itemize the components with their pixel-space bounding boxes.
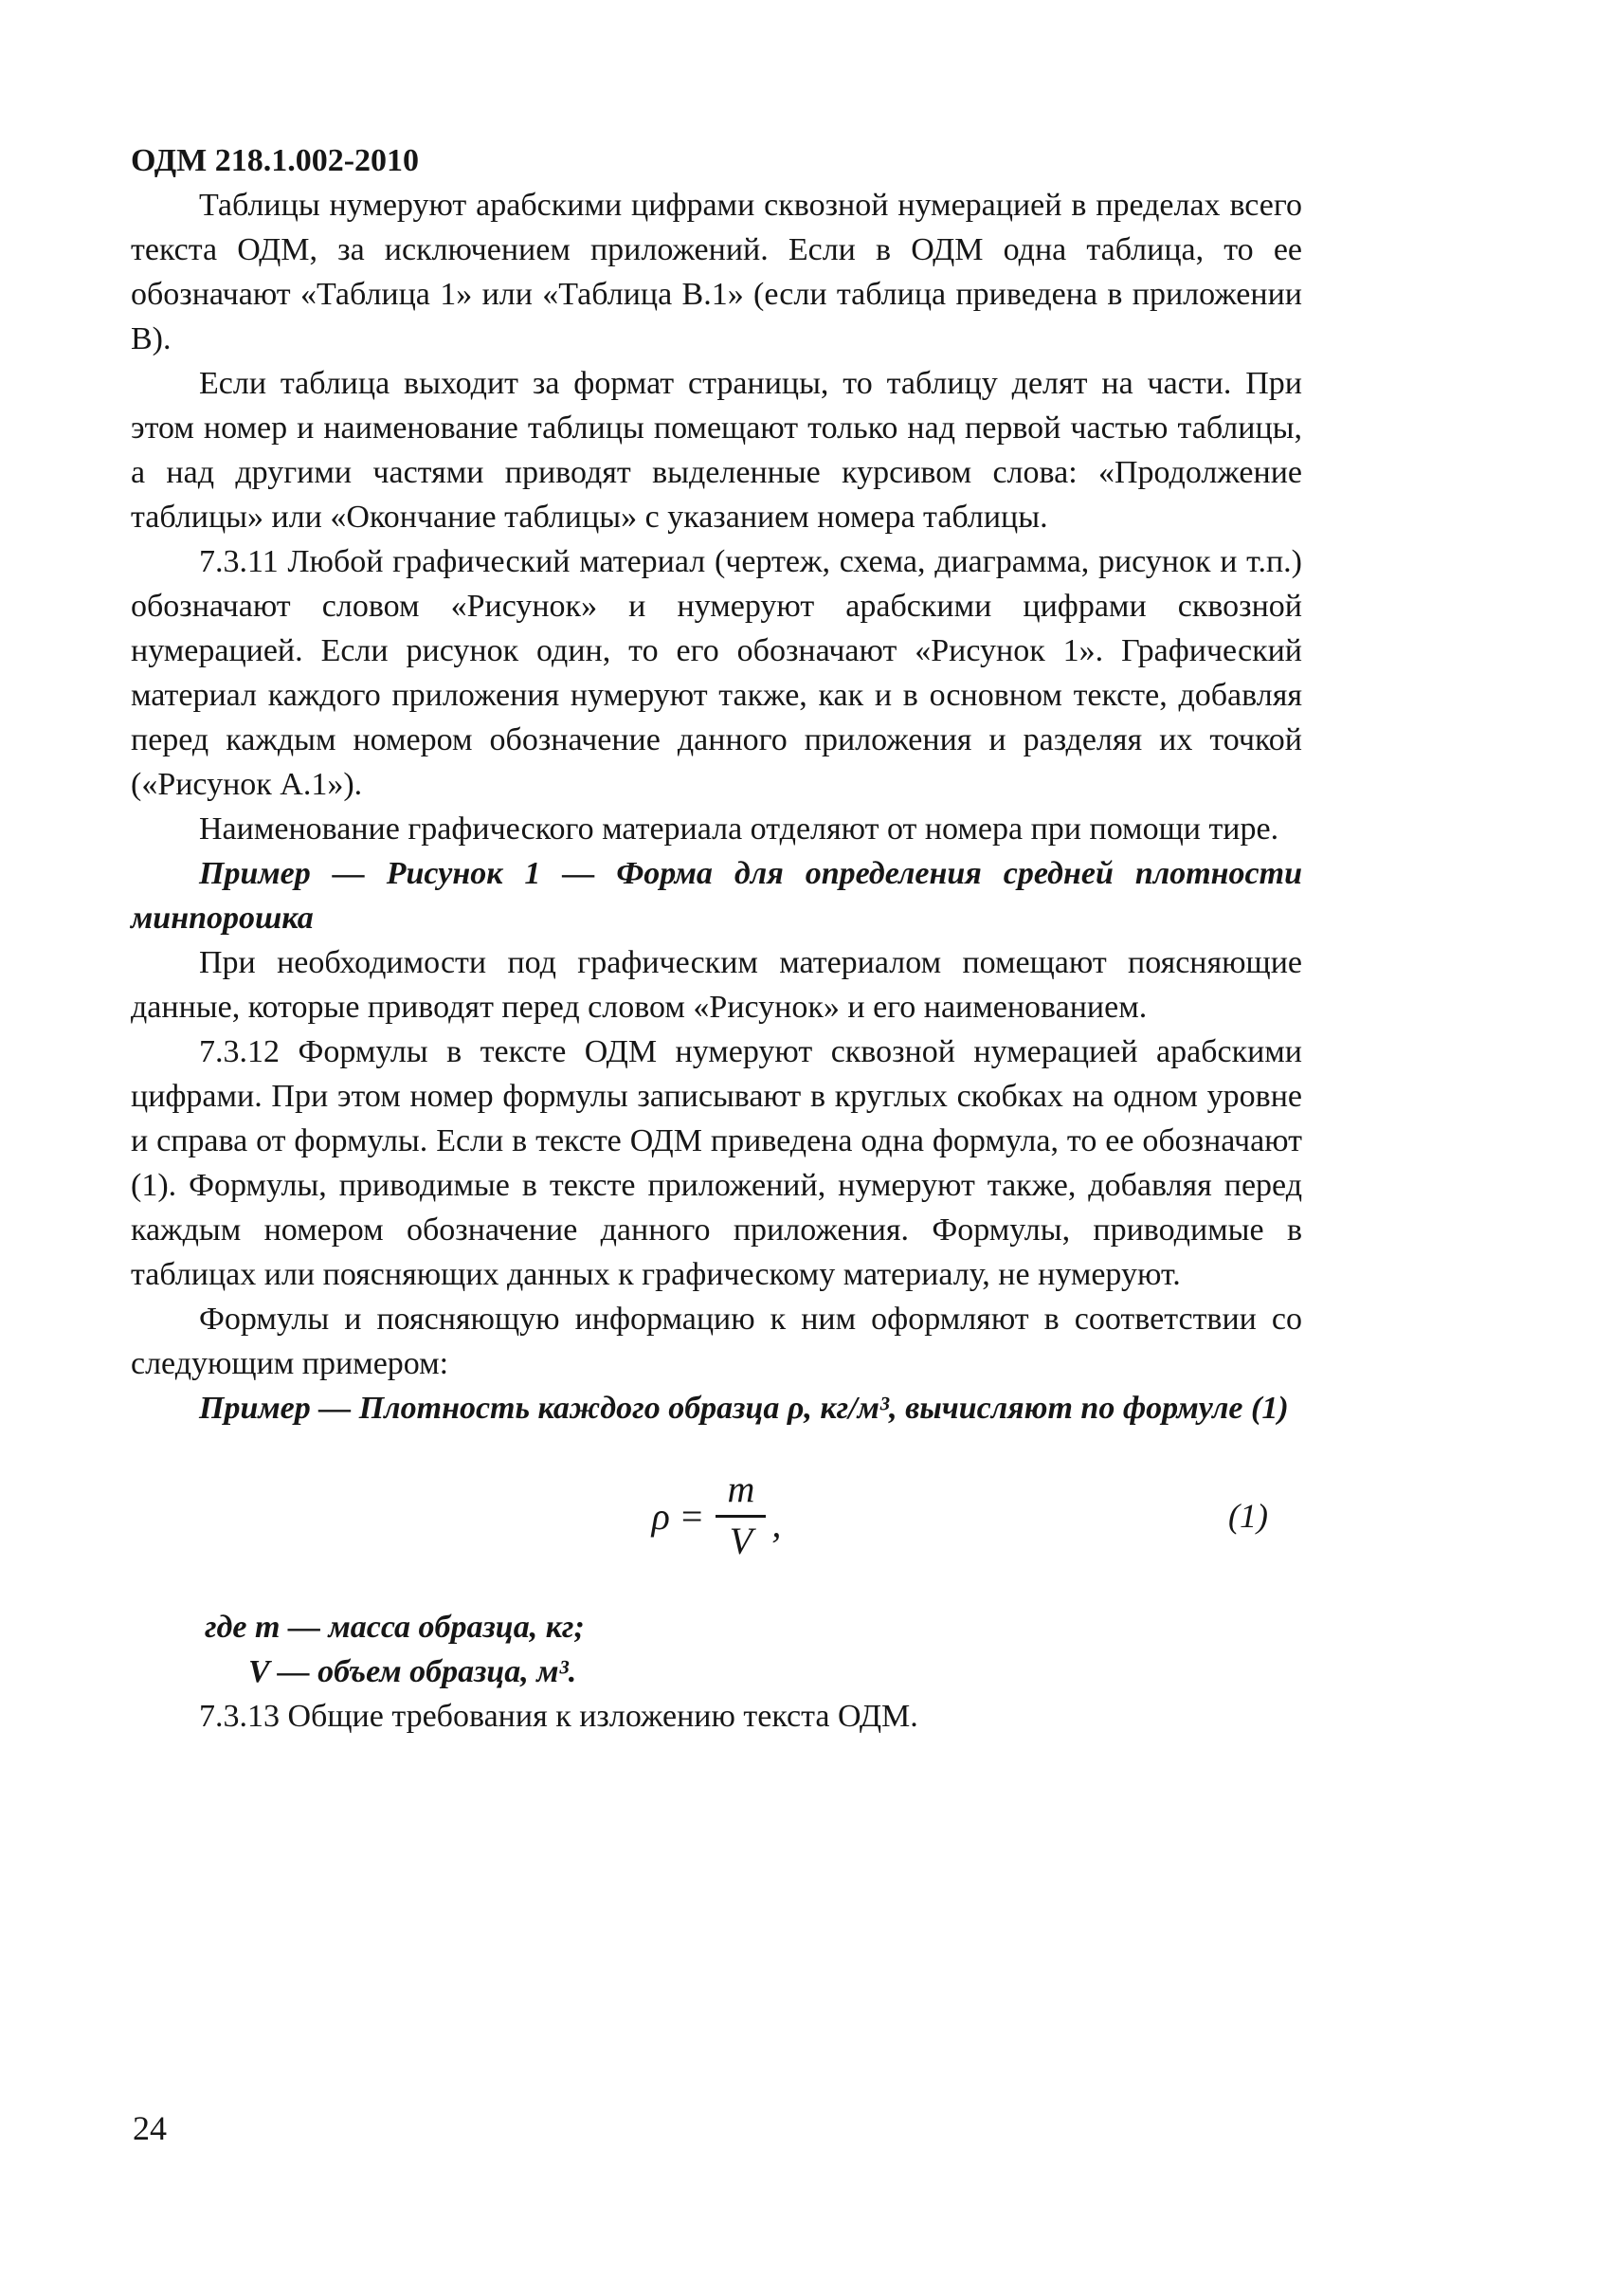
paragraph-figure-name-dash: Наименование графического материала отделяют от номера при помощи тире. — [199, 811, 1279, 847]
example-figure-caption: Пример — Рисунок 1 — Форма для определения средней плотности минпорошка — [131, 856, 1302, 936]
formula-legend-volume: V — объем образца, м³. — [248, 1654, 577, 1689]
fraction-numerator: m — [716, 1468, 766, 1518]
paragraph-7-3-13-heading: 7.3.13 Общие требования к изложению текста ОДМ. — [199, 1699, 918, 1734]
fraction-denominator: V — [729, 1520, 753, 1562]
paragraph-table-split: Если таблица выходит за формат страницы, то таблицу делят на части. При этом номер и наименование таблицы помещают только над первой частью таблицы, а над другими частями приводят выделенные курсивом слова: «Продолжение таблицы» или «Окончание таблицы» с указанием номера таблицы. — [131, 366, 1302, 535]
paragraph-7-3-12-formulas: 7.3.12 Формулы в тексте ОДМ нумеруют сквозной нумерацией арабскими цифрами. При этом номер формулы записывают в круглых скобках на одном уровне и справа от формулы. Если в тексте ОДМ приведена одна формула, то ее обозначают (1). Формулы, приводимые в тексте приложений, нумеруют также, добавляя перед каждым номером обозначение данного приложения. Формулы, приводимые в таблицах или поясняющих данных к графическому материалу, не нумеруют. — [131, 1034, 1302, 1292]
document-number: ОДМ 218.1.002-2010 — [131, 143, 420, 178]
formula-legend-mass: где m — масса образца, кг; — [205, 1610, 585, 1645]
example-density-formula: Пример — Плотность каждого образца ρ, кг/м³, вычисляют по формуле (1) — [199, 1391, 1289, 1426]
rho-symbol: ρ — [651, 1494, 670, 1538]
equals-sign: = — [680, 1494, 703, 1538]
formula-expression — [652, 1468, 782, 1563]
formula-number: (1) — [1228, 1497, 1268, 1535]
paragraph-table-numbering: Таблицы нумеруют арабскими цифрами сквозной нумерацией в пределах всего текста ОДМ, за исключением приложений. Если в ОДМ одна таблица, то ее обозначают «Таблица 1» или «Таблица В.1» (если таблица приведена в приложении В). — [131, 188, 1302, 356]
formula-block — [131, 1455, 1302, 1576]
paragraph-figure-explanatory-data: При необходимости под графическим материалом помещают поясняющие данные, которые приводят перед словом «Рисунок» и его наименованием. — [131, 945, 1302, 1025]
page-number: 24 — [133, 2109, 167, 2147]
formula-comma: , — [771, 1502, 782, 1545]
document-content — [131, 138, 1302, 1739]
paragraph-7-3-11-graphics: 7.3.11 Любой графический материал (чертеж, схема, диаграмма, рисунок и т.п.) обозначают словом «Рисунок» и нумеруют арабскими цифрами сквозной нумерацией. Если рисунок один, то его обозначают «Рисунок 1». Графический материал каждого приложения нумеруют также, как и в основном тексте, добавляя перед каждым номером обозначение данного приложения и разделяя их точкой («Рисунок А.1»). — [131, 544, 1302, 802]
paragraph-formula-example-intro: Формулы и поясняющую информацию к ним оформляют в соответствии со следующим примером: — [131, 1302, 1302, 1381]
fraction — [716, 1468, 766, 1563]
